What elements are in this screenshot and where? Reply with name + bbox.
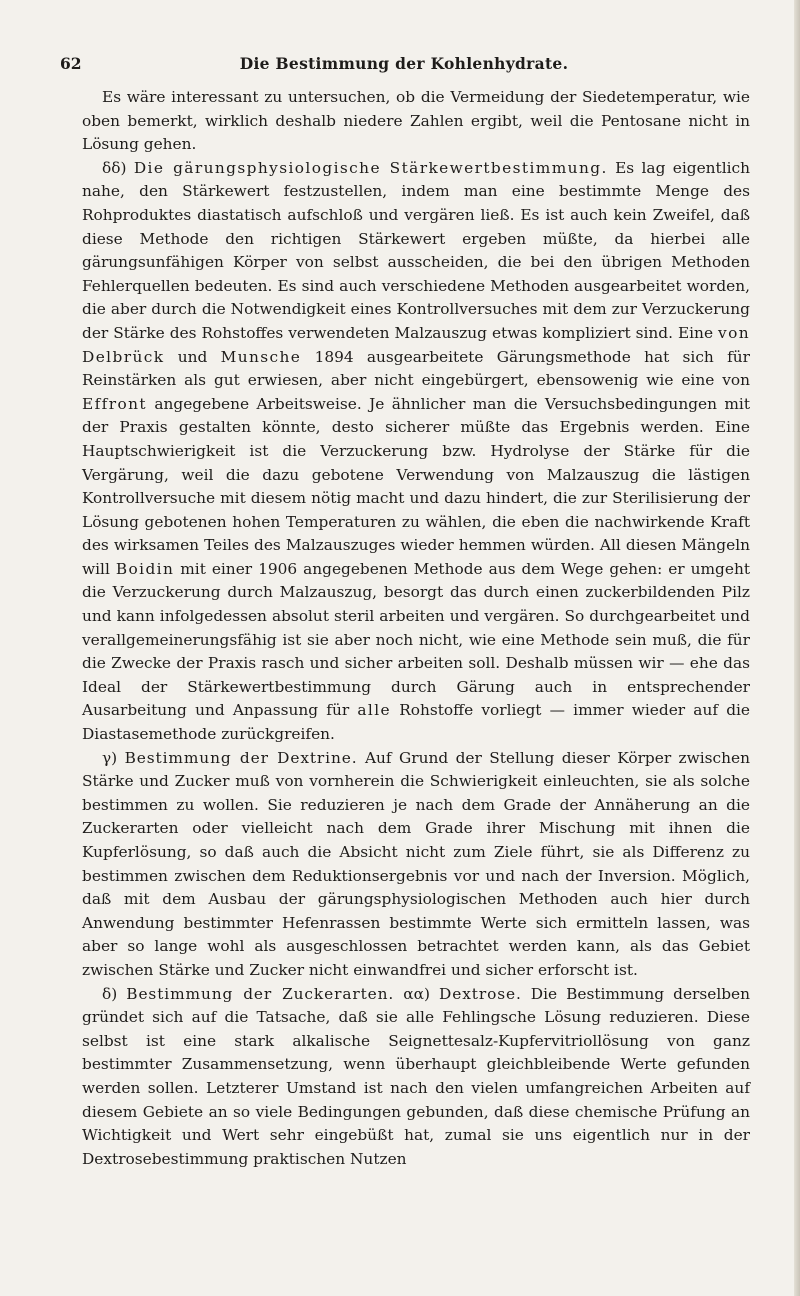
- paragraph-text: Auf Grund der Stellung dieser Körper zwischen Stärke und Zucker muß von vornherein die Schwierigkeit einleuchten, sie als solche bestimmen zu wollen. Sie reduzieren je nach dem Grade der Annäherung an die Zuckerarten oder vielleicht nach dem Grade ihrer Mischung mit ihnen die Kupferlösung, so daß auch die Absicht nicht zum Ziele führt, sie als Differenz zu bestimmen zwischen dem Reduktionsergebnis vor und nach der Inversion. Möglich, daß mit dem Ausbau der gärungsphysiologischen Methoden auch hier durch Anwendung bestimmter Hefenrassen bestimmte Werte sich ermitteln lassen, was aber so lange wohl als ausgeschlossen betrachtet werden kann, als das Gebiet zwischen Stärke und Zucker nicht einwandfrei und sicher erforscht ist.: [82, 748, 750, 979]
- paragraph-text: Lösung reduzieren. Diese selbst ist eine stark alkalische Seignettesalz-Kupfervitriollösung von ganz bestimmter Zusammensetzung, wenn überhaupt gleichbleibende Werte gefunden werden sollen. Letzterer Umstand ist nach den vielen umfangreichen Arbeiten auf diesem Gebiete an so viele Bedingungen gebunden, daß diese chemische Prüfung an Wichtigkeit und Wert sehr eingebüßt hat, zumal sie uns eigentlich nur in der Dextrosebestimmung praktischen Nutzen: [82, 1008, 750, 1168]
- author-name: Boidin: [115, 559, 175, 578]
- section-marker: γ): [102, 748, 118, 767]
- author-name: Effront: [82, 394, 147, 413]
- section-marker: δδ): [102, 158, 127, 177]
- emphasis-word: alle: [357, 701, 392, 720]
- section-marker: δ): [102, 984, 118, 1003]
- subsection-marker: αα): [403, 984, 430, 1003]
- paragraph-text: angegebene Arbeitsweise. Je ähnlicher man die Versuchsbedingungen mit der Praxis gestalten könnte, desto sicherer müßte das Ergebnis werden. Eine Hauptschwierigkeit ist die Verzuckerung bzw. Hydrolyse der Stärke für die Vergärung, weil die dazu gebotene Verwendung von Malzauszug die lästigen Kontrollversuche mit diesem nötig macht und dazu hindert, die zur Sterilisierung der Lösung gebotenen hohen Temperaturen zu wählen, die eben die nachwirkende Kraft des wirksamen Teiles des Malzauszuges wieder hemmen würden. All diesen Mängeln will: [82, 394, 750, 578]
- paragraph-text: Die Bestimmung derselben gründet sich auf die Tatsache, daß sie alle: [82, 984, 751, 1027]
- page-edge-shadow: [794, 0, 800, 1296]
- paragraph-text: 1894 ausgearbeitete Gärungsmethode hat sich für Reinstärken als gut erwiesen, aber nicht eingebürgert, ebensowenig wie eine von: [82, 347, 750, 390]
- paragraph-pentosane: [82, 86, 750, 157]
- subsection-heading: Dextrose.: [439, 984, 522, 1003]
- spaced-word: von: [718, 323, 750, 342]
- section-heading: Bestimmung der Zuckerarten.: [126, 984, 395, 1003]
- section-heading: Die gärungsphysiologische Stärkewertbestimmung.: [133, 158, 608, 177]
- running-head: [60, 54, 748, 78]
- paragraph-gaerung: [82, 157, 750, 747]
- paragraph-zuckerarten: [82, 983, 750, 1172]
- page-number: 62: [60, 54, 82, 73]
- author-name: Delbrück: [82, 347, 165, 366]
- body-text: [82, 86, 750, 1171]
- section-heading: Bestimmung der Dextrine.: [124, 748, 358, 767]
- chapter-title: Die Bestimmung der Kohlenhydrate.: [239, 54, 569, 73]
- paragraph-text: und: [177, 347, 208, 366]
- paragraph-text: Es wäre interessant zu untersuchen, ob die Vermeidung der Siedetemperatur, wie oben bemerkt, wirklich deshalb niedere Zahlen ergibt, weil die Pentosane nicht in Lösung gehen.: [82, 88, 750, 154]
- paragraph-text: Es lag eigentlich nahe, den Stärkewert festzustellen, indem man eine bestimmte Menge des Rohproduktes diastatisch aufschloß und vergären ließ. Es ist auch kein Zweifel, daß diese Methode den richtigen Stärkewert ergeben müßte, da hierbei alle gärungsunfähigen Körper von selbst ausscheiden, die bei den übrigen Methoden Fehlerquellen bedeuten. Es sind auch verschiedene Methoden ausgearbeitet worden, die aber durch die Notwendigkeit eines Kontrollversuches mit dem zur Verzuckerung der Stärke des Rohstoffes verwendeten Malzauszug etwas kompliziert sind. Eine: [82, 158, 750, 342]
- author-name: Fehlingsche: [442, 1008, 536, 1027]
- paragraph-dextrine: [82, 747, 750, 983]
- paragraph-text: Rohstoffe vorliegt — immer wieder auf die Diastasemethode zurückgreifen.: [82, 701, 751, 744]
- author-name: Munsche: [220, 347, 302, 366]
- paragraph-text: mit einer 1906 angegebenen Methode aus dem Wege gehen: er umgeht die Verzuckerung durch Malzauszug, besorgt das durch einen zuckerbildenden Pilz und kann infolgedessen absolut steril arbeiten und vergären. So durchgearbeitet und verallgemeinerungsfähig ist sie aber noch nicht, wie eine Methode sein muß, die für die Zwecke der Praxis rasch und sicher arbeiten soll. Deshalb müssen wir — ehe das Ideal der Stärkewertbestimmung durch Gärung auch in entsprechender Ausarbeitung und Anpassung für: [82, 559, 750, 720]
